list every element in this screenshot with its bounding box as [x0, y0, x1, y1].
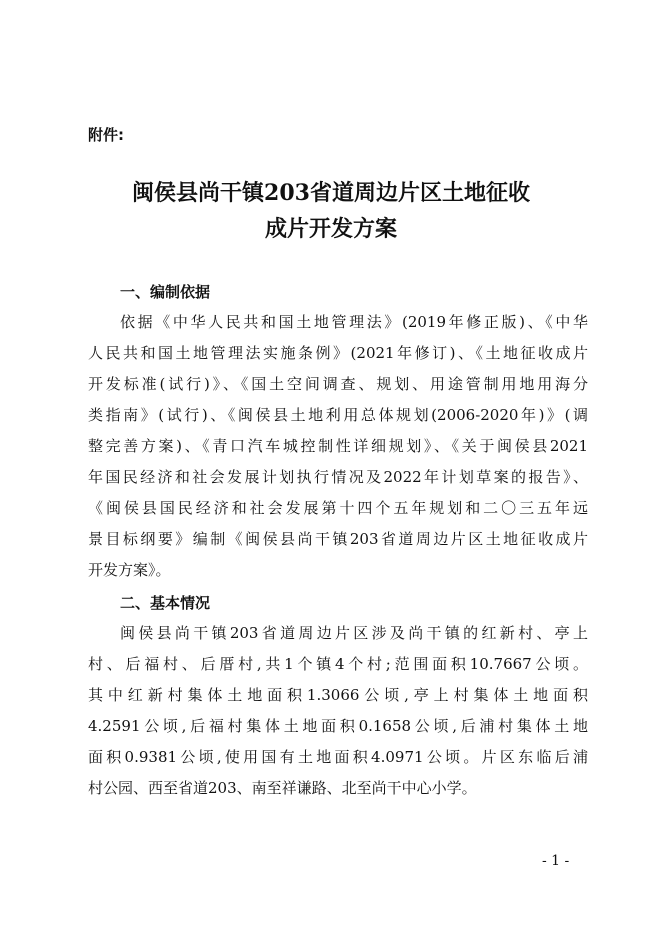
paragraph-line: 闽侯县尚干镇203省道周边片区涉及尚干镇的红新村、亭上	[120, 624, 588, 642]
paragraph-line: 开发方案》。	[88, 561, 171, 579]
document-title-line-1: 闽侯县尚干镇203省道周边片区土地征收	[132, 180, 530, 206]
paragraph-line: 年国民经济和社会发展计划执行情况及2022年计划草案的报告》、	[88, 468, 588, 486]
paragraph-line: 类指南》(试行)、《闽侯县土地利用总体规划(2006-2020年)》(调	[88, 406, 588, 424]
paragraph-line: 整完善方案)、《青口汽车城控制性详细规划》、《关于闽侯县2021	[88, 437, 588, 455]
paragraph-line: 人民共和国土地管理法实施条例》(2021年修订)、《土地征收成片	[88, 344, 588, 362]
paragraph-line: 其中红新村集体土地面积1.3066公顷,亭上村集体土地面积	[88, 686, 588, 704]
paragraph-line: 面积0.9381公顷,使用国有土地面积4.0971公顷。片区东临后浦	[88, 748, 588, 766]
paragraph-line: 开发标准(试行)》、《国土空间调查、规划、用途管制用地用海分	[88, 375, 588, 393]
paragraph-line: 村、后福村、后厝村,共1个镇4个村;范围面积10.7667公顷。	[88, 655, 588, 673]
document-title-line-2: 成片开发方案	[264, 216, 397, 242]
paragraph-line: 景目标纲要》编制《闽侯县尚干镇203省道周边片区土地征收成片	[88, 530, 588, 548]
paragraph-line: 4.2591公顷,后福村集体土地面积0.1658公顷,后浦村集体土地	[88, 717, 588, 735]
attachment-label: 附件:	[88, 126, 124, 144]
section-heading-basis: 一、编制依据	[120, 283, 211, 301]
page-number: - 1 -	[542, 853, 570, 869]
paragraph-line: 依据《中华人民共和国土地管理法》(2019年修正版)、《中华	[120, 313, 588, 331]
section-heading-overview: 二、基本情况	[120, 594, 211, 612]
paragraph-line: 村公园、西至省道203、南至祥谦路、北至尚干中心小学。	[88, 779, 477, 797]
paragraph-line: 《闽侯县国民经济和社会发展第十四个五年规划和二〇三五年远	[88, 499, 588, 517]
